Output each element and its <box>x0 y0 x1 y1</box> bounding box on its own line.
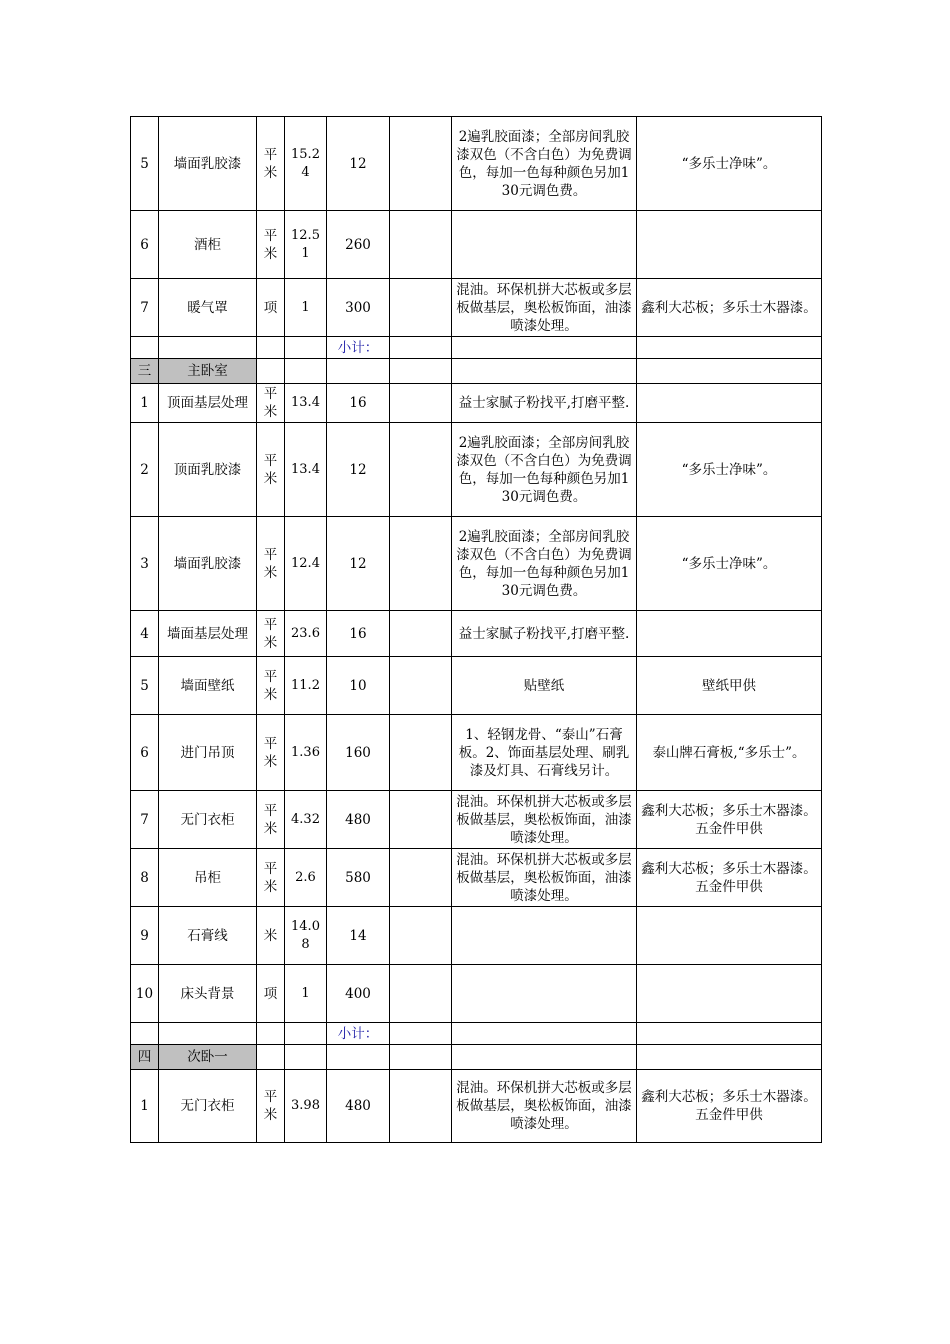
item-material: 鑫利大芯板；多乐士木器漆。五金件甲供 <box>637 791 822 849</box>
empty-cell <box>257 1023 285 1045</box>
section-title: 次卧一 <box>159 1045 257 1070</box>
item-name: 吊柜 <box>159 849 257 907</box>
item-material: “多乐士净味”。 <box>637 423 822 517</box>
item-unit-price: 480 <box>327 791 390 849</box>
item-name: 无门衣柜 <box>159 1070 257 1143</box>
item-quantity: 23.6 <box>285 611 327 657</box>
item-process: 混油。环保机拼大芯板或多层板做基层，奥松板饰面，油漆喷漆处理。 <box>452 791 637 849</box>
empty-cell <box>159 1023 257 1045</box>
item-process: 混油。环保机拼大芯板或多层板做基层，奥松板饰面，油漆喷漆处理。 <box>452 279 637 337</box>
item-material: 鑫利大芯板；多乐士木器漆。 <box>637 279 822 337</box>
item-unit: 项 <box>257 279 285 337</box>
item-unit-price: 260 <box>327 211 390 279</box>
subtotal-row <box>131 337 822 359</box>
empty-cell <box>159 337 257 359</box>
table-row <box>131 715 822 791</box>
item-unit: 平米 <box>257 423 285 517</box>
item-number: 7 <box>131 279 159 337</box>
empty-cell <box>390 1045 452 1070</box>
item-process <box>452 965 637 1023</box>
item-unit: 平米 <box>257 1070 285 1143</box>
item-quantity: 12.51 <box>285 211 327 279</box>
item-number: 1 <box>131 1070 159 1143</box>
item-unit: 平米 <box>257 384 285 423</box>
item-name: 无门衣柜 <box>159 791 257 849</box>
item-name: 暖气罩 <box>159 279 257 337</box>
subtotal-row <box>131 1023 822 1045</box>
item-number: 8 <box>131 849 159 907</box>
section-number: 三 <box>131 359 159 384</box>
empty-cell <box>637 1023 822 1045</box>
table-row <box>131 1070 822 1143</box>
empty-cell <box>452 359 637 384</box>
item-process: 1、轻钢龙骨、“泰山”石膏板。2、饰面基层处理、刷乳漆及灯具、石膏线另计。 <box>452 715 637 791</box>
section-header-row <box>131 359 822 384</box>
subtotal-label: 小计： <box>327 1023 390 1045</box>
item-unit: 项 <box>257 965 285 1023</box>
item-number: 1 <box>131 384 159 423</box>
item-quantity: 2.6 <box>285 849 327 907</box>
section-header-row <box>131 1045 822 1070</box>
item-total <box>390 849 452 907</box>
item-total <box>390 611 452 657</box>
item-unit-price: 12 <box>327 117 390 211</box>
item-unit: 平米 <box>257 657 285 715</box>
table-row <box>131 517 822 611</box>
empty-cell <box>390 359 452 384</box>
empty-cell <box>452 337 637 359</box>
empty-cell <box>390 1023 452 1045</box>
item-quantity: 13.4 <box>285 384 327 423</box>
empty-cell <box>131 1023 159 1045</box>
item-number: 7 <box>131 791 159 849</box>
table-row <box>131 791 822 849</box>
table-row <box>131 657 822 715</box>
empty-cell <box>637 359 822 384</box>
item-unit: 米 <box>257 907 285 965</box>
item-unit-price: 160 <box>327 715 390 791</box>
table-row <box>131 965 822 1023</box>
item-total <box>390 517 452 611</box>
item-name: 床头背景 <box>159 965 257 1023</box>
empty-cell <box>131 337 159 359</box>
item-material <box>637 211 822 279</box>
item-total <box>390 907 452 965</box>
item-process: 混油。环保机拼大芯板或多层板做基层，奥松板饰面，油漆喷漆处理。 <box>452 849 637 907</box>
empty-cell <box>285 1023 327 1045</box>
item-name: 墙面基层处理 <box>159 611 257 657</box>
empty-cell <box>285 337 327 359</box>
item-quantity: 1.36 <box>285 715 327 791</box>
item-material: “多乐士净味”。 <box>637 117 822 211</box>
empty-cell <box>257 337 285 359</box>
item-unit-price: 14 <box>327 907 390 965</box>
item-quantity: 15.24 <box>285 117 327 211</box>
item-material <box>637 384 822 423</box>
item-total <box>390 384 452 423</box>
empty-cell <box>637 337 822 359</box>
item-name: 顶面基层处理 <box>159 384 257 423</box>
item-total <box>390 279 452 337</box>
item-number: 2 <box>131 423 159 517</box>
item-name: 墙面乳胶漆 <box>159 117 257 211</box>
item-process <box>452 211 637 279</box>
empty-cell <box>285 1045 327 1070</box>
item-quantity: 12.4 <box>285 517 327 611</box>
item-name: 墙面乳胶漆 <box>159 517 257 611</box>
empty-cell <box>452 1023 637 1045</box>
item-total <box>390 791 452 849</box>
table-row <box>131 907 822 965</box>
item-material: 壁纸甲供 <box>637 657 822 715</box>
table-row <box>131 611 822 657</box>
item-quantity: 3.98 <box>285 1070 327 1143</box>
item-quantity: 1 <box>285 965 327 1023</box>
empty-cell <box>257 1045 285 1070</box>
item-material <box>637 907 822 965</box>
item-unit: 平米 <box>257 715 285 791</box>
item-quantity: 13.4 <box>285 423 327 517</box>
item-unit: 平米 <box>257 849 285 907</box>
item-material: “多乐士净味”。 <box>637 517 822 611</box>
item-unit-price: 480 <box>327 1070 390 1143</box>
item-total <box>390 657 452 715</box>
item-unit-price: 12 <box>327 517 390 611</box>
item-number: 6 <box>131 715 159 791</box>
item-process: 益士家腻子粉找平,打磨平整. <box>452 611 637 657</box>
empty-cell <box>257 359 285 384</box>
item-total <box>390 423 452 517</box>
item-name: 墙面壁纸 <box>159 657 257 715</box>
item-unit: 平米 <box>257 791 285 849</box>
empty-cell <box>327 359 390 384</box>
empty-cell <box>637 1045 822 1070</box>
item-number: 9 <box>131 907 159 965</box>
item-material <box>637 965 822 1023</box>
item-unit-price: 12 <box>327 423 390 517</box>
item-process: 贴壁纸 <box>452 657 637 715</box>
item-number: 4 <box>131 611 159 657</box>
item-material: 鑫利大芯板；多乐士木器漆。五金件甲供 <box>637 849 822 907</box>
item-name: 顶面乳胶漆 <box>159 423 257 517</box>
item-number: 5 <box>131 117 159 211</box>
item-name: 石膏线 <box>159 907 257 965</box>
item-quantity: 1 <box>285 279 327 337</box>
item-process: 2遍乳胶面漆；全部房间乳胶漆双色（不含白色）为免费调色，每加一色每种颜色另加130元调色费。 <box>452 117 637 211</box>
item-unit-price: 580 <box>327 849 390 907</box>
item-total <box>390 715 452 791</box>
table-row <box>131 384 822 423</box>
subtotal-label: 小计： <box>327 337 390 359</box>
item-process <box>452 907 637 965</box>
item-quantity: 11.2 <box>285 657 327 715</box>
item-unit-price: 16 <box>327 611 390 657</box>
item-unit-price: 400 <box>327 965 390 1023</box>
table-row <box>131 211 822 279</box>
item-total <box>390 965 452 1023</box>
item-material: 泰山牌石膏板,“多乐士”。 <box>637 715 822 791</box>
item-quantity: 14.08 <box>285 907 327 965</box>
item-process: 益士家腻子粉找平,打磨平整. <box>452 384 637 423</box>
item-process: 2遍乳胶面漆；全部房间乳胶漆双色（不含白色）为免费调色，每加一色每种颜色另加130元调色费。 <box>452 517 637 611</box>
item-name: 进门吊顶 <box>159 715 257 791</box>
item-number: 10 <box>131 965 159 1023</box>
item-total <box>390 211 452 279</box>
item-unit-price: 16 <box>327 384 390 423</box>
empty-cell <box>327 1045 390 1070</box>
empty-cell <box>285 359 327 384</box>
item-total <box>390 117 452 211</box>
table-row <box>131 279 822 337</box>
table-row <box>131 849 822 907</box>
item-unit-price: 10 <box>327 657 390 715</box>
item-process: 混油。环保机拼大芯板或多层板做基层，奥松板饰面，油漆喷漆处理。 <box>452 1070 637 1143</box>
section-title: 主卧室 <box>159 359 257 384</box>
item-process: 2遍乳胶面漆；全部房间乳胶漆双色（不含白色）为免费调色，每加一色每种颜色另加130元调色费。 <box>452 423 637 517</box>
item-unit: 平米 <box>257 117 285 211</box>
item-number: 5 <box>131 657 159 715</box>
item-quantity: 4.32 <box>285 791 327 849</box>
empty-cell <box>452 1045 637 1070</box>
item-name: 酒柜 <box>159 211 257 279</box>
item-material <box>637 611 822 657</box>
section-number: 四 <box>131 1045 159 1070</box>
item-material: 鑫利大芯板；多乐士木器漆。五金件甲供 <box>637 1070 822 1143</box>
item-unit: 平米 <box>257 517 285 611</box>
item-unit-price: 300 <box>327 279 390 337</box>
empty-cell <box>390 337 452 359</box>
quote-table <box>130 116 822 1143</box>
item-number: 3 <box>131 517 159 611</box>
item-number: 6 <box>131 211 159 279</box>
item-unit: 平米 <box>257 211 285 279</box>
item-total <box>390 1070 452 1143</box>
item-unit: 平米 <box>257 611 285 657</box>
table-row <box>131 423 822 517</box>
table-row <box>131 117 822 211</box>
